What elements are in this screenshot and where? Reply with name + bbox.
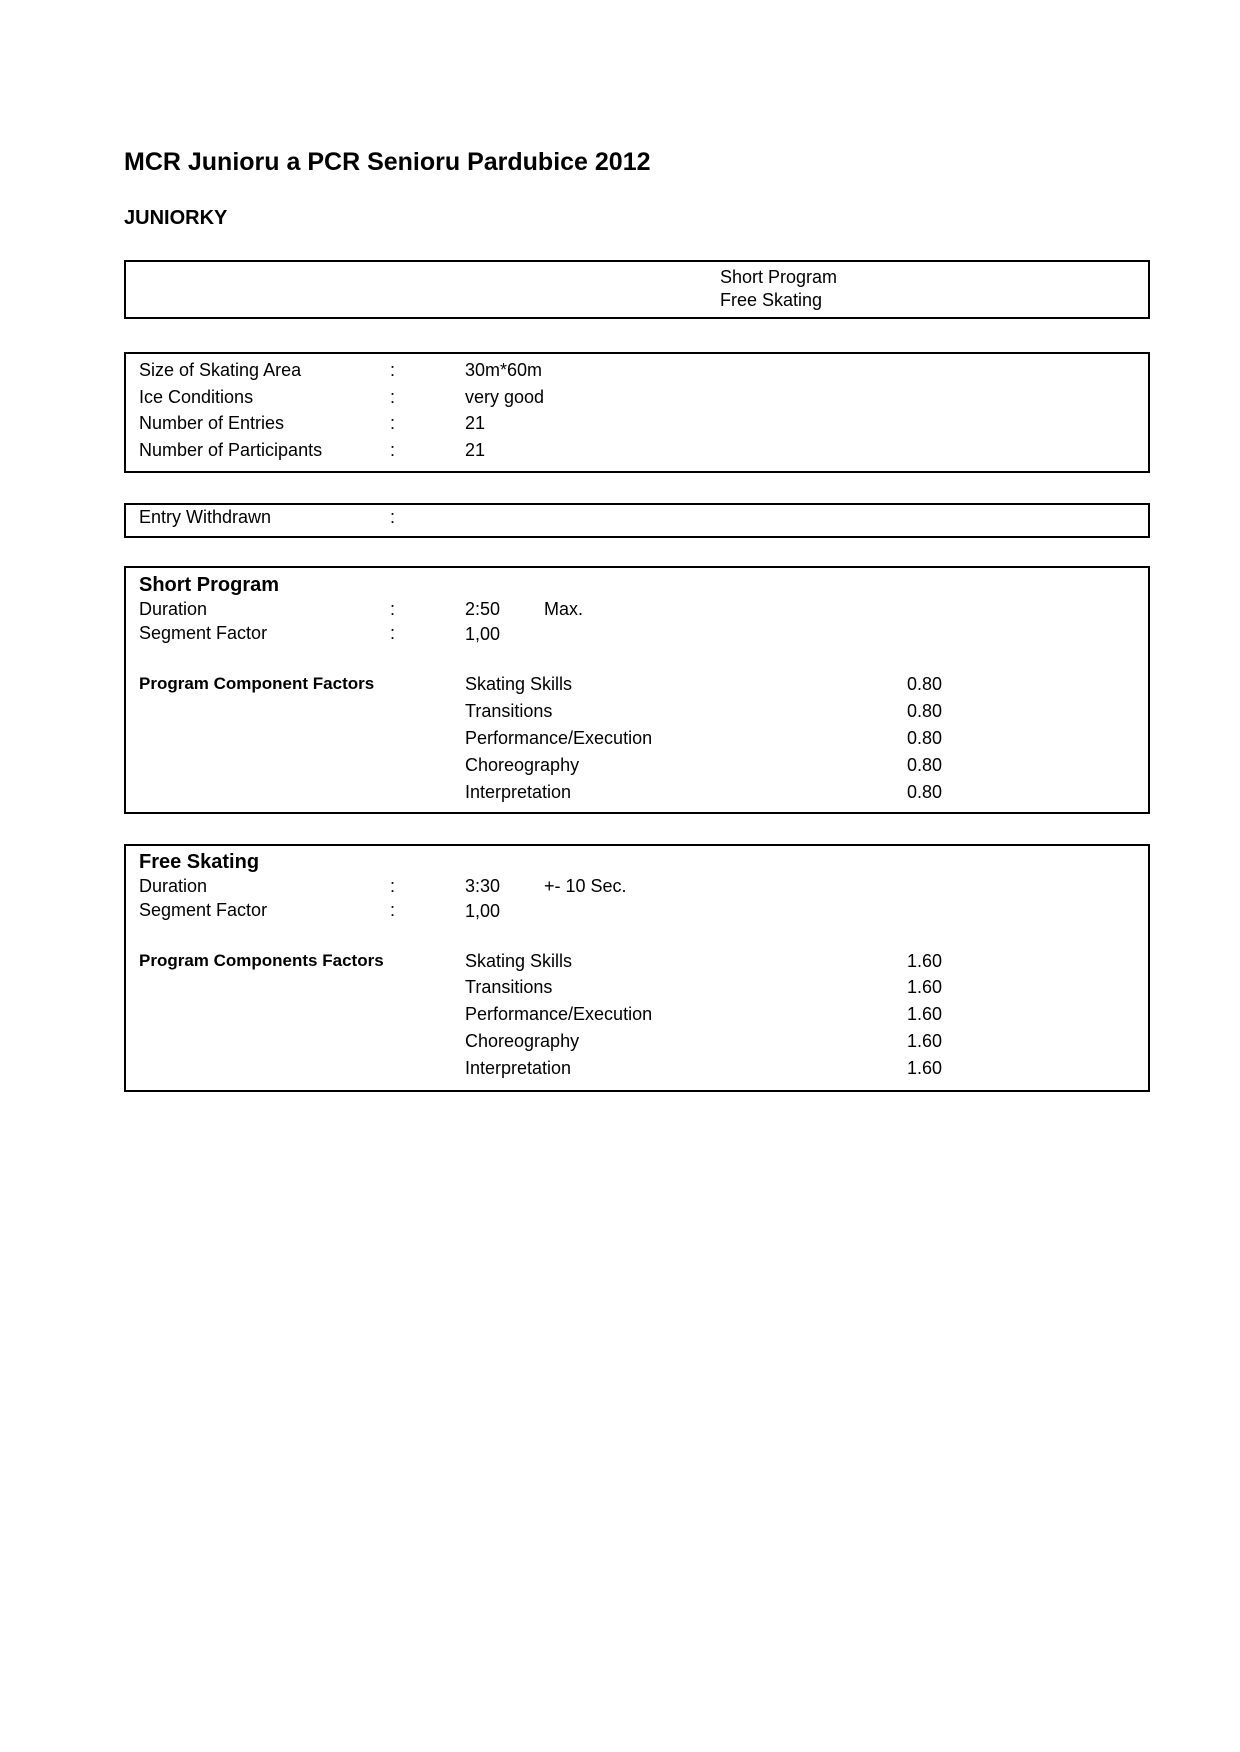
segment-short-program: Short Program: [720, 267, 838, 287]
sp-duration-value: 2:50: [465, 599, 501, 619]
sp-component-value: 0.80: [907, 782, 943, 802]
sp-component-value: 0.80: [907, 701, 943, 721]
fs-factor-label: Segment Factor: [139, 900, 268, 920]
fs-duration-label: Duration: [139, 876, 208, 896]
sp-component-value: 0.80: [907, 755, 943, 775]
document-title: MCR Junioru a PCR Senioru Pardubice 2012: [124, 148, 651, 176]
fs-component-name: Performance/Execution: [465, 1004, 653, 1024]
segment-free-skating: Free Skating: [720, 290, 823, 310]
fs-component-value: 1.60: [907, 977, 943, 997]
sp-component-name: Skating Skills: [465, 674, 573, 694]
withdrawn-label: Entry Withdrawn: [139, 507, 272, 527]
free-skating-heading: Free Skating: [139, 851, 260, 873]
fs-component-name: Transitions: [465, 977, 553, 997]
info-value-skating-area: 30m*60m: [465, 360, 543, 380]
info-sep: :: [390, 387, 396, 407]
info-label-skating-area: Size of Skating Area: [139, 360, 302, 380]
fs-duration-value: 3:30: [465, 876, 501, 896]
fs-component-name: Skating Skills: [465, 951, 573, 971]
sp-duration-sep: :: [390, 599, 396, 619]
info-sep: :: [390, 440, 396, 460]
fs-components-label: Program Components Factors: [139, 951, 384, 970]
info-label-ice-conditions: Ice Conditions: [139, 387, 254, 407]
info-sep: :: [390, 413, 396, 433]
sp-components-label: Program Component Factors: [139, 674, 375, 693]
fs-component-name: Choreography: [465, 1031, 580, 1051]
segments-box: [124, 260, 1150, 319]
fs-factor-value: 1,00: [465, 901, 501, 921]
withdrawn-box: [124, 503, 1150, 538]
fs-component-value: 1.60: [907, 951, 943, 971]
fs-component-value: 1.60: [907, 1004, 943, 1024]
short-program-heading: Short Program: [139, 574, 280, 596]
info-sep: :: [390, 360, 396, 380]
sp-factor-label: Segment Factor: [139, 623, 268, 643]
fs-duration-sep: :: [390, 876, 396, 896]
sp-component-name: Choreography: [465, 755, 580, 775]
info-label-entries: Number of Entries: [139, 413, 285, 433]
info-value-participants: 21: [465, 440, 486, 460]
sp-component-value: 0.80: [907, 674, 943, 694]
fs-factor-sep: :: [390, 900, 396, 920]
fs-component-value: 1.60: [907, 1058, 943, 1078]
info-value-entries: 21: [465, 413, 486, 433]
sp-component-value: 0.80: [907, 728, 943, 748]
fs-component-value: 1.60: [907, 1031, 943, 1051]
sp-duration-label: Duration: [139, 599, 208, 619]
sp-factor-value: 1,00: [465, 624, 501, 644]
fs-duration-note: +- 10 Sec.: [544, 876, 627, 896]
category-title: JUNIORKY: [124, 207, 228, 229]
sp-factor-sep: :: [390, 623, 396, 643]
sp-duration-note: Max.: [544, 599, 584, 619]
info-value-ice-conditions: very good: [465, 387, 545, 407]
withdrawn-sep: :: [390, 507, 396, 527]
sp-component-name: Performance/Execution: [465, 728, 653, 748]
sp-component-name: Transitions: [465, 701, 553, 721]
sp-component-name: Interpretation: [465, 782, 572, 802]
info-label-participants: Number of Participants: [139, 440, 323, 460]
fs-component-name: Interpretation: [465, 1058, 572, 1078]
